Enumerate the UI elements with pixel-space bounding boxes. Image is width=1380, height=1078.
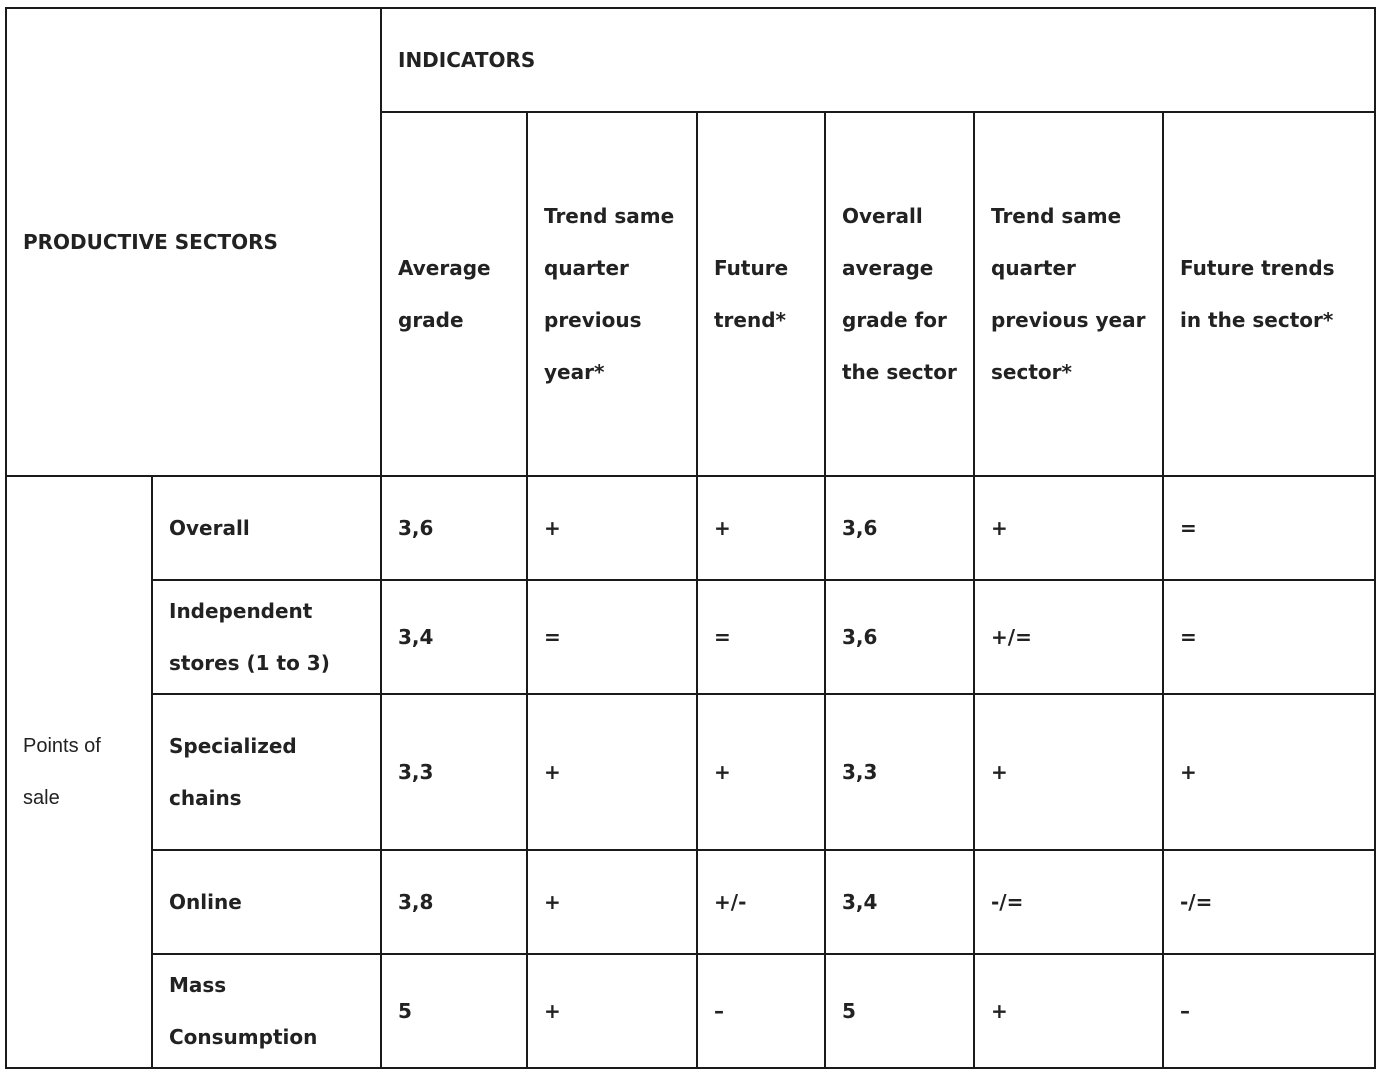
cell-trend-previous-year: + bbox=[527, 850, 697, 954]
cell-sector-average-grade: 3,6 bbox=[825, 580, 974, 694]
col-header-sector-future-trends: Future trends in the sector* bbox=[1163, 112, 1375, 476]
cell-sector-trend-previous-year: -/= bbox=[974, 850, 1163, 954]
cell-sector-trend-previous-year: + bbox=[974, 476, 1163, 580]
cell-average-grade: 3,8 bbox=[381, 850, 527, 954]
cell-sector-trend-previous-year: + bbox=[974, 954, 1163, 1068]
cell-average-grade: 5 bbox=[381, 954, 527, 1068]
col-header-sector-trend-previous-year: Trend same quarter previous year sector* bbox=[974, 112, 1163, 476]
cell-future-trend: +/- bbox=[697, 850, 825, 954]
cell-average-grade: 3,3 bbox=[381, 694, 527, 850]
cell-future-trend: + bbox=[697, 694, 825, 850]
col-header-sector-average-grade: Overall average grade for the sector bbox=[825, 112, 974, 476]
col-header-average-grade: Average grade bbox=[381, 112, 527, 476]
cell-average-grade: 3,6 bbox=[381, 476, 527, 580]
cell-future-trend: = bbox=[697, 580, 825, 694]
cell-sector-average-grade: 3,6 bbox=[825, 476, 974, 580]
cell-sector-future-trends: – bbox=[1163, 954, 1375, 1068]
cell-future-trend: + bbox=[697, 476, 825, 580]
table-row bbox=[6, 850, 1375, 954]
cell-trend-previous-year: + bbox=[527, 694, 697, 850]
row-label: Online bbox=[152, 850, 381, 954]
row-label: Mass Consumption bbox=[152, 954, 381, 1068]
header-row-indicators bbox=[6, 8, 1375, 112]
cell-trend-previous-year: + bbox=[527, 476, 697, 580]
cell-average-grade: 3,4 bbox=[381, 580, 527, 694]
indicators-table bbox=[5, 7, 1376, 1069]
cell-trend-previous-year: + bbox=[527, 954, 697, 1068]
cell-sector-trend-previous-year: +/= bbox=[974, 580, 1163, 694]
col-header-future-trend: Future trend* bbox=[697, 112, 825, 476]
row-label: Specialized chains bbox=[152, 694, 381, 850]
row-label: Independent stores (1 to 3) bbox=[152, 580, 381, 694]
table-row bbox=[6, 476, 1375, 580]
col-header-trend-previous-year: Trend same quarter previous year* bbox=[527, 112, 697, 476]
productive-sectors-header: PRODUCTIVE SECTORS bbox=[6, 8, 381, 476]
indicators-header: INDICATORS bbox=[381, 8, 1375, 112]
cell-sector-future-trends: -/= bbox=[1163, 850, 1375, 954]
cell-trend-previous-year: = bbox=[527, 580, 697, 694]
table-row bbox=[6, 694, 1375, 850]
cell-sector-average-grade: 5 bbox=[825, 954, 974, 1068]
cell-sector-trend-previous-year: + bbox=[974, 694, 1163, 850]
cell-sector-future-trends: = bbox=[1163, 580, 1375, 694]
cell-future-trend: – bbox=[697, 954, 825, 1068]
points-of-sale-group-label: Points of sale bbox=[6, 476, 152, 1068]
cell-sector-average-grade: 3,4 bbox=[825, 850, 974, 954]
table-row bbox=[6, 580, 1375, 694]
cell-sector-future-trends: + bbox=[1163, 694, 1375, 850]
cell-sector-average-grade: 3,3 bbox=[825, 694, 974, 850]
table-row bbox=[6, 954, 1375, 1068]
cell-sector-future-trends: = bbox=[1163, 476, 1375, 580]
row-label: Overall bbox=[152, 476, 381, 580]
